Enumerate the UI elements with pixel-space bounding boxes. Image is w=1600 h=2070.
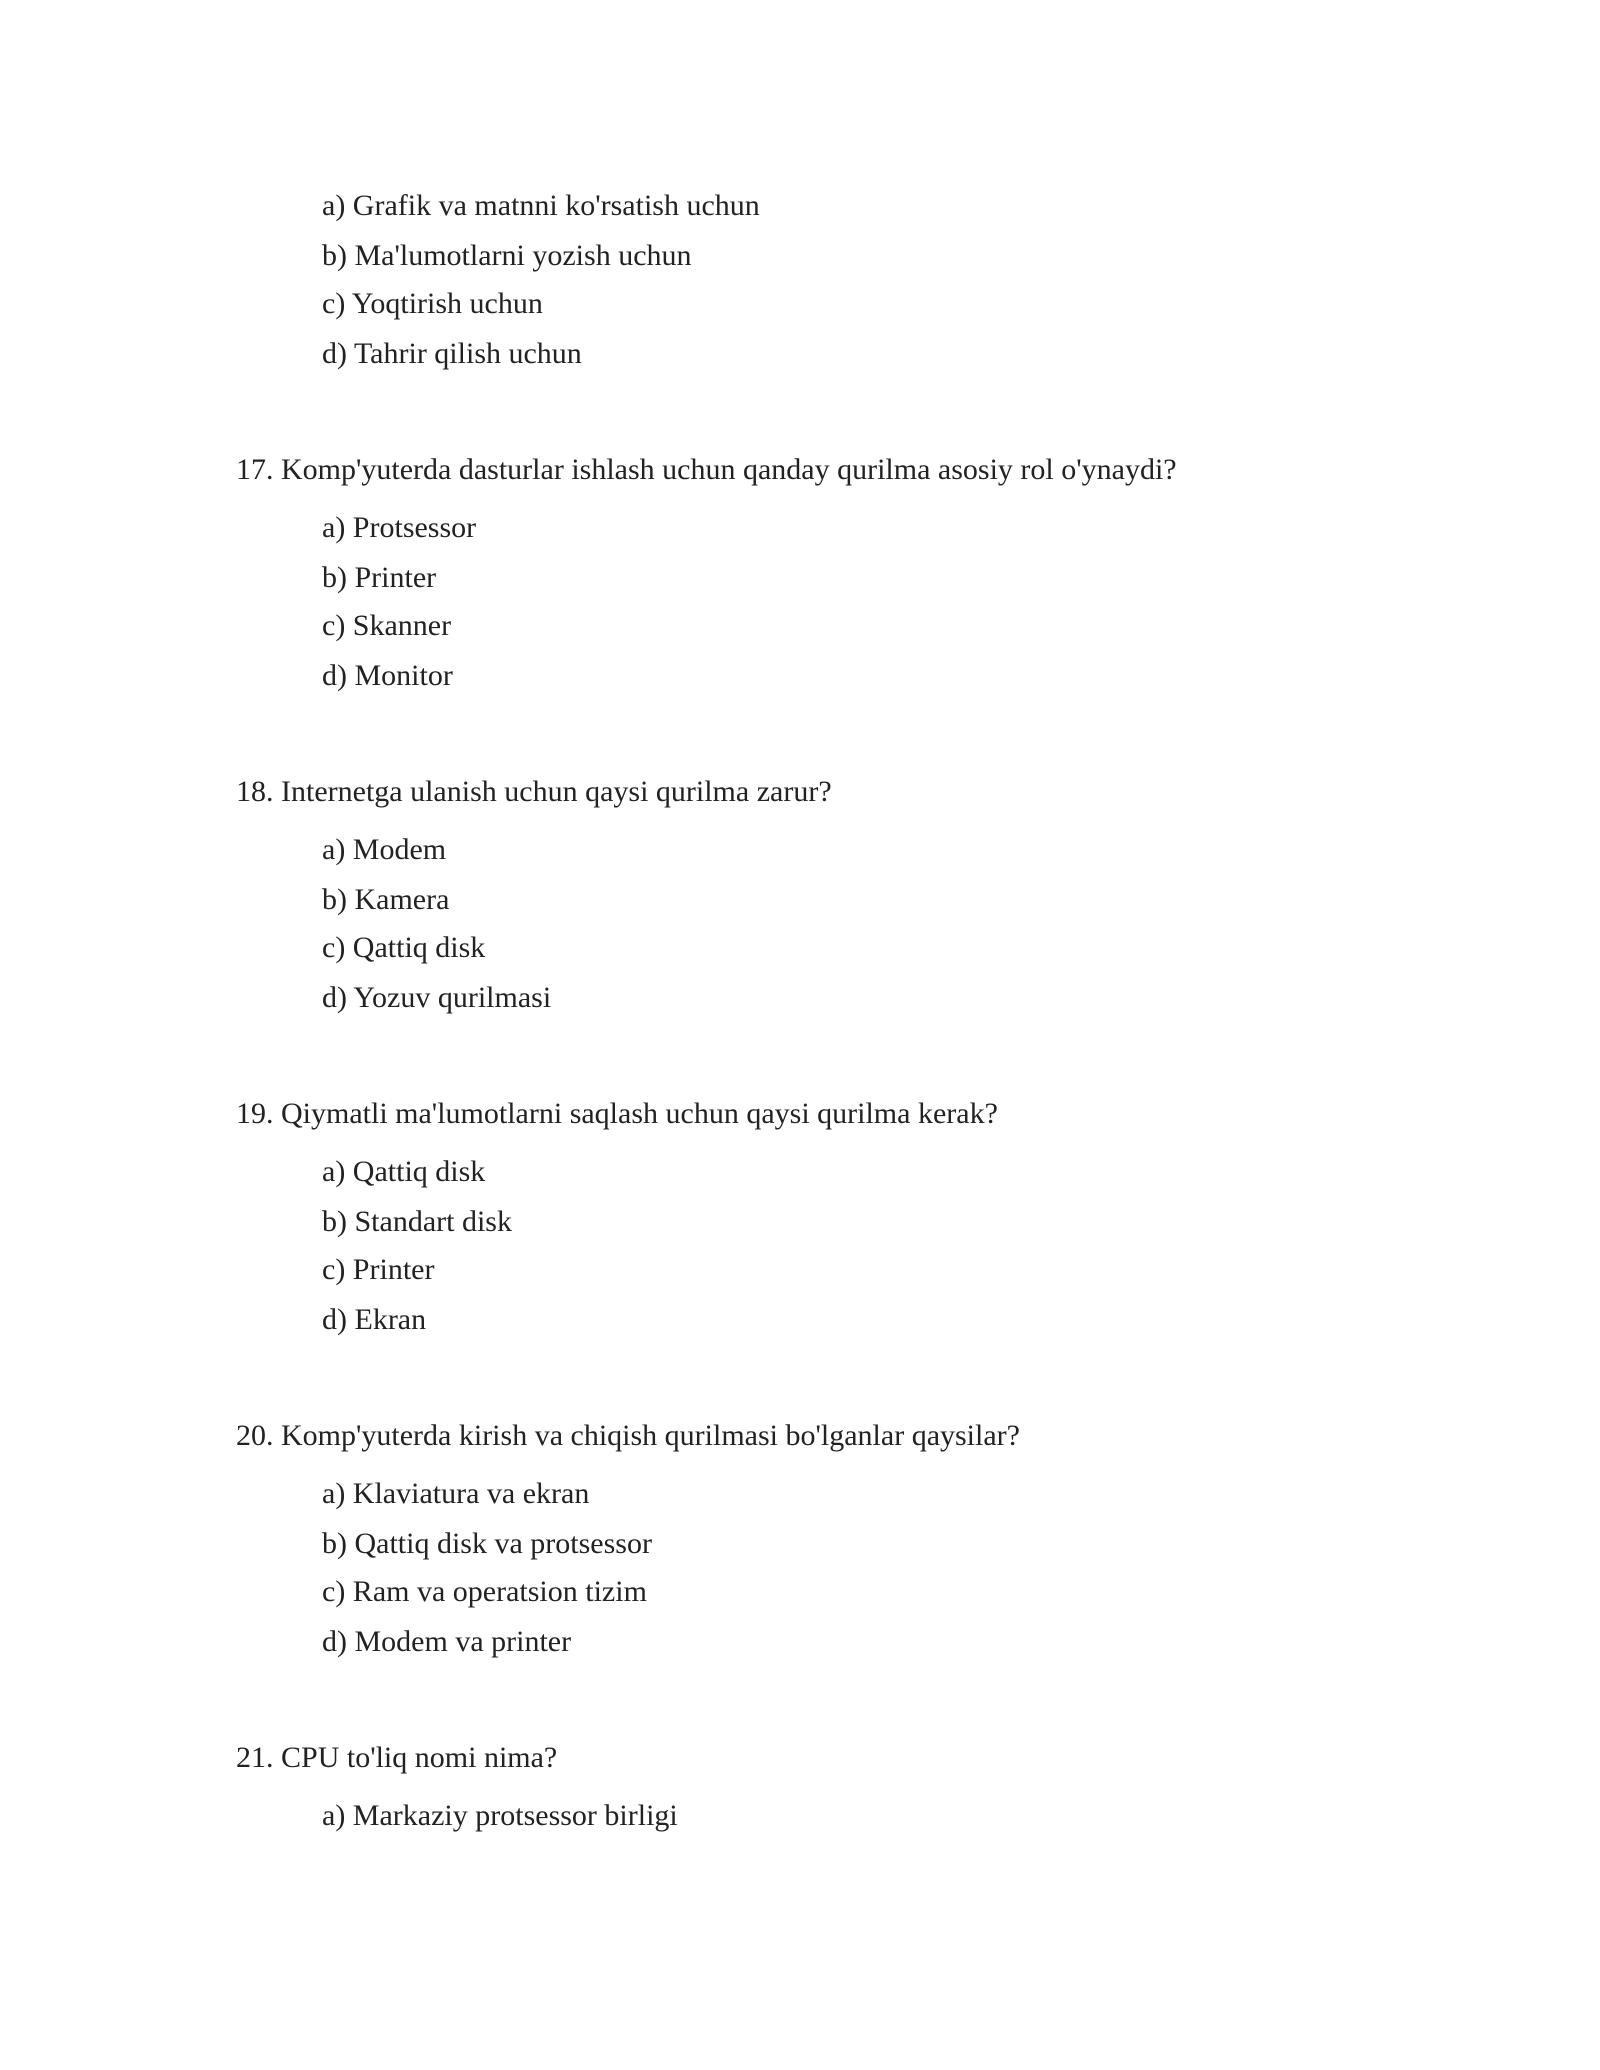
option-19-d: d) Ekran bbox=[322, 1303, 427, 1336]
option-17-a: a) Protsessor bbox=[322, 511, 477, 544]
question-19: 19. Qiymatli ma'lumotlarni saqlash uchun qaysi qurilma kerak? bbox=[236, 1097, 998, 1130]
option-18-a: a) Modem bbox=[322, 833, 447, 866]
option-20-a: a) Klaviatura va ekran bbox=[322, 1477, 590, 1510]
option-prev-c: c) Yoqtirish uchun bbox=[322, 287, 543, 320]
option-18-d: d) Yozuv qurilmasi bbox=[322, 981, 552, 1014]
option-17-c: c) Skanner bbox=[322, 609, 452, 642]
option-19-c: c) Printer bbox=[322, 1253, 435, 1286]
option-19-a: a) Qattiq disk bbox=[322, 1155, 486, 1188]
option-20-c: c) Ram va operatsion tizim bbox=[322, 1575, 647, 1608]
option-21-a: a) Markaziy protsessor birligi bbox=[322, 1799, 678, 1832]
option-20-d: d) Modem va printer bbox=[322, 1625, 572, 1658]
option-19-b: b) Standart disk bbox=[322, 1205, 512, 1238]
option-17-b: b) Printer bbox=[322, 561, 437, 594]
option-18-b: b) Kamera bbox=[322, 883, 450, 916]
question-17: 17. Komp'yuterda dasturlar ishlash uchun qanday qurilma asosiy rol o'ynaydi? bbox=[236, 453, 1177, 486]
option-prev-d: d) Tahrir qilish uchun bbox=[322, 337, 582, 370]
option-prev-b: b) Ma'lumotlarni yozish uchun bbox=[322, 239, 692, 272]
option-prev-a: a) Grafik va matnni ko'rsatish uchun bbox=[322, 189, 760, 222]
option-18-c: c) Qattiq disk bbox=[322, 931, 486, 964]
question-20: 20. Komp'yuterda kirish va chiqish qurilmasi bo'lganlar qaysilar? bbox=[236, 1419, 1020, 1452]
question-21: 21. CPU to'liq nomi nima? bbox=[236, 1741, 558, 1774]
option-20-b: b) Qattiq disk va protsessor bbox=[322, 1527, 652, 1560]
question-18: 18. Internetga ulanish uchun qaysi qurilma zarur? bbox=[236, 775, 832, 808]
option-17-d: d) Monitor bbox=[322, 659, 453, 692]
